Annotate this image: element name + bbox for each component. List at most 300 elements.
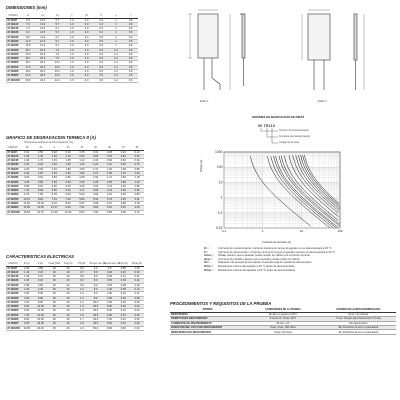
table-cell: 0.6 (123, 52, 138, 56)
table-cell: 0.6 (94, 44, 109, 48)
table-cell: 40 (61, 326, 75, 330)
table-cell: 9.00 (61, 206, 75, 210)
table-cell: 0.6 (94, 57, 109, 61)
table-cell: 6.15 (103, 206, 117, 210)
table-cell: LP 30/220 (6, 171, 19, 175)
table-cell: 3.19 (20, 171, 34, 175)
table-cell: 1.18 (130, 176, 144, 180)
legend-text: Corriente de desconexión: corriente mínima en la que el aparato siempre se desconectará a 20 °C (218, 250, 336, 254)
table-cell: 7.6 (50, 57, 65, 61)
table-cell: 0.52 (130, 154, 144, 158)
table-cell: 4.80 (116, 202, 130, 206)
table-cell: 1.2 (109, 78, 124, 82)
table-cell: Sin formación de arco o quemadura (321, 326, 396, 330)
column-header: Tiempo max. (A) (89, 260, 103, 266)
legend-symbol: Vmax = (204, 254, 214, 258)
table-cell: 1.96 (20, 159, 34, 163)
table-cell: 3.78 (130, 202, 144, 206)
table-cell: LP 30/800 (6, 202, 19, 206)
table-cell: 20.00 (34, 326, 48, 330)
table-cell: 0.01 (116, 322, 130, 326)
table-cell: 2.30 (34, 167, 48, 171)
table-cell: 24.4 (35, 78, 50, 82)
table-cell: 1.6 (65, 31, 80, 35)
table-cell: 12.00 (34, 309, 48, 313)
table-cell: 0.6 (94, 74, 109, 78)
column-header: Pd (W) (75, 260, 89, 266)
table-cell: 0.01 (116, 318, 130, 322)
table-cell: LP 30/700 (6, 313, 19, 317)
table-cell: 0.31 (130, 275, 144, 279)
table-cell: 1.50 (75, 167, 89, 171)
table-cell: 40 (61, 296, 75, 300)
table-cell: 1.2 (109, 65, 124, 69)
table-cell: 6.0 (21, 18, 36, 22)
table-cell: 1.5 (75, 309, 89, 313)
table-cell: 0.6 (123, 78, 138, 82)
table-cell: 0.6 (123, 22, 138, 26)
table-cell: 5.7 (50, 27, 65, 31)
table-cell: 1 (109, 35, 124, 39)
procedures-title: PROCEDIMIENTOS Y REQUISITOS DE LA PRUEBA (170, 301, 272, 306)
legend-text: Corriente de mantenimiento: corriente máxima en la que el aparato no se desconectará a 20 °C (218, 247, 332, 250)
table-cell: 1.2 (109, 52, 124, 56)
column-header: e (109, 12, 124, 18)
table-cell: 0.28 (103, 150, 117, 154)
table-cell: 40 (61, 318, 75, 322)
table-cell: 3.31 (130, 197, 144, 201)
table-cell: 1.40 (103, 287, 117, 291)
table-cell: 5.80 (20, 184, 34, 188)
table-cell: 8.70 (20, 193, 34, 197)
table-cell: 0.80 (34, 266, 48, 270)
table-cell: LP 30/250 (6, 44, 21, 48)
table-cell: 8.0 (89, 275, 103, 279)
table-cell: 3.0 (79, 65, 94, 69)
table-cell: 30 (47, 305, 61, 309)
table-cell: 8.0 (89, 283, 103, 287)
table-cell: 0.6 (123, 48, 138, 52)
table-cell: 30 (47, 296, 61, 300)
table-cell: 0.92 (103, 159, 117, 163)
table-cell: 6.84 (89, 206, 103, 210)
legend-symbol: Pd = (204, 261, 210, 265)
table-cell: LP 30/900 (6, 206, 19, 210)
table-cell: 6.00 (61, 193, 75, 197)
table-cell: 3.00 (116, 189, 130, 193)
table-cell: LP 30/110 (6, 154, 19, 158)
table-cell: 1.6 (65, 57, 80, 61)
table-cell: 30 (47, 266, 61, 270)
figure-label-style-2: Estilo 2 (318, 100, 327, 103)
table-cell: 0.9 (75, 283, 89, 287)
column-header: Vmax (Vdc) (47, 260, 61, 266)
table-cell: 0.01 (116, 313, 130, 317)
table-cell: 20.0 (35, 61, 50, 65)
table-cell: 40 (61, 322, 75, 326)
table-cell: 3.63 (20, 176, 34, 180)
table-cell: LP 30/800 (6, 70, 21, 74)
table-cell: 0.6 (123, 35, 138, 39)
electrical-title: CARACTERISTICAS ELECTRICAS (6, 254, 74, 259)
column-header: Rmax (Ω) (130, 260, 144, 266)
table-cell: LP 30/160 (6, 31, 21, 35)
table-cell: 0.09 (116, 279, 130, 283)
table-cell: 1.80 (61, 167, 75, 171)
table-cell: 8.34 (75, 210, 89, 214)
legend-text: Corriente de pérdida máxima que el aparato puede resistir sin daños (218, 257, 300, 261)
table-cell: 1.40 (34, 154, 48, 158)
table-cell: 6.38 (34, 189, 48, 193)
table-cell: 1.6 (65, 22, 80, 26)
table-cell: En aire en reposo a 20°C (245, 312, 320, 316)
table-cell: 16.00 (34, 318, 48, 322)
table-cell: LP 30/135 (6, 275, 19, 279)
table-cell: 0.3 (94, 18, 109, 22)
table-cell: 6.78 (47, 193, 61, 197)
table-cell: 3.0 (79, 74, 94, 78)
table-cell: 1.03 (89, 159, 103, 163)
table-cell: 0.02 (130, 322, 144, 326)
table-cell: 3.60 (34, 283, 48, 287)
table-cell: 2.50 (61, 176, 75, 180)
table-cell: 3.0 (79, 70, 94, 74)
table-cell: 5.00 (103, 305, 117, 309)
table-cell: 2.70 (34, 275, 48, 279)
table-cell: 1.0 (75, 292, 89, 296)
table-cell: 0.4 (94, 22, 109, 26)
table-cell: 5.7 (50, 31, 65, 35)
parameter-legend (204, 247, 396, 272)
component-drawing-style-1 (180, 6, 280, 98)
table-cell: 0.61 (20, 150, 34, 154)
column-header: L2 (35, 12, 50, 18)
table-cell: 3.0 (79, 31, 94, 35)
table-cell: 40 (61, 287, 75, 291)
table-cell: 0.6 (94, 70, 109, 74)
table-cell: 1.10 (20, 270, 34, 274)
table-cell: 25.0 (89, 305, 103, 309)
table-cell: 10.2 (50, 61, 65, 65)
table-cell: 2.20 (34, 270, 48, 274)
column-header: L3 (50, 12, 65, 18)
column-header: CRITERIO DE ACEPTACION/RECHAZO (321, 308, 396, 312)
column-header: CODIGO (6, 260, 20, 266)
table-cell: 2.61 (20, 167, 34, 171)
table-cell: 0.30 (103, 270, 117, 274)
table-cell: 0.08 (130, 296, 144, 300)
table-cell: 15.3 (35, 57, 50, 61)
column-header: It (A) (34, 260, 48, 266)
column-header: 60 (103, 144, 117, 150)
table-cell: 0.6 (123, 61, 138, 65)
table-cell: 0.03 (130, 309, 144, 313)
table-cell: LP 30/180 (6, 283, 19, 287)
table-cell: 0.31 (89, 150, 103, 154)
table-cell: 8.0 (89, 270, 103, 274)
legend-text: Resistencia máxima del aparato a 20 °C antes de desconectarse (218, 268, 296, 272)
table-cell: 3.34 (75, 184, 89, 188)
table-cell: 0.56 (34, 150, 48, 154)
table-cell: 5.00 (75, 193, 89, 197)
table-cell: 11.5 (35, 31, 50, 35)
table-cell: 5.7 (50, 22, 65, 26)
table-cell: 1.6 (65, 44, 80, 48)
table-cell: 0.75 (103, 154, 117, 158)
table-cell: 2.20 (20, 287, 34, 291)
table-cell: 3.42 (103, 189, 117, 193)
table-cell: 0.04 (116, 292, 130, 296)
y-tick-label: 0.01 (215, 226, 223, 230)
table-cell: LP 30/250 (6, 292, 19, 296)
table-cell: T max. Tiempo para desconexión (Tmax) (321, 317, 396, 321)
table-cell: 3.39 (47, 180, 61, 184)
table-cell: 1.6 (65, 39, 80, 43)
column-header: 20 (61, 144, 75, 150)
table-cell: 11.5 (35, 35, 50, 39)
table-cell: 0.8 (75, 275, 89, 279)
electrical-table (6, 260, 144, 331)
table-cell: 40 (61, 305, 75, 309)
column-header: PRUEBA (170, 308, 245, 312)
table-cell: 3.00 (103, 300, 117, 304)
y-tick-label: 10 (218, 180, 223, 185)
table-row (170, 330, 396, 334)
dimensions-table-wrap (6, 12, 138, 83)
table-cell: 1.6 (75, 313, 89, 317)
table-cell: 0.9 (75, 279, 89, 283)
table-cell: 2.73 (103, 184, 117, 188)
table-cell: 10.2 (50, 74, 65, 78)
column-header: Ih (A) (20, 260, 34, 266)
x-tick-label: 10 (299, 229, 304, 233)
table-cell: LP 30/40 (6, 266, 20, 270)
table-cell: 1.23 (103, 167, 117, 171)
table-cell: LP 30/300 (6, 180, 19, 184)
table-cell: 1.12 (75, 159, 89, 163)
table-cell: 1.2 (109, 61, 124, 65)
table-cell: 8.0 (89, 279, 103, 283)
table-cell: 4.17 (75, 189, 89, 193)
table-cell: 2.32 (20, 163, 34, 167)
table-cell: 0.6 (123, 74, 138, 78)
table-cell: 1.35 (20, 275, 34, 279)
table-cell: LP 30/500 (6, 57, 21, 61)
column-header: 70 (116, 144, 130, 150)
table-cell: 1.2 (109, 57, 124, 61)
table-cell: 1.67 (89, 171, 103, 175)
table-cell: 0.50 (103, 279, 117, 283)
table-cell: 1.0 (75, 287, 89, 291)
legend-text: Voltaje máximo que el aparato puede resistir sin daños a la corriente nominal (218, 254, 310, 258)
table-cell: 0.40 (61, 150, 75, 154)
table-cell: 2.0 (89, 266, 103, 270)
x-tick-label: 1 (261, 229, 264, 233)
table-cell: 0.05 (116, 287, 130, 291)
column-header: Rmin (Ω) (116, 260, 130, 266)
table-cell: 4.40 (34, 287, 48, 291)
y-tick-label: 1000 (214, 150, 223, 154)
table-cell: 7.6 (50, 48, 65, 52)
table-cell: 1.2 (109, 74, 124, 78)
marking-code: 30 TR110 (258, 124, 276, 128)
table-cell: LP 30/40 (6, 18, 21, 22)
table-cell: 5.30 (103, 309, 117, 313)
table-cell: 0.40 (103, 275, 117, 279)
component-drawing-style-2 (292, 6, 392, 98)
table-cell: 20.0 (89, 300, 103, 304)
table-cell: 7.0 (21, 27, 36, 31)
electrical-table-wrap (6, 260, 144, 331)
table-cell: 6.08 (89, 202, 103, 206)
table-cell: 1.6 (65, 18, 80, 22)
table-cell: 0.40 (20, 266, 34, 270)
table-cell: 5.7 (50, 39, 65, 43)
table-cell: 0.22 (130, 279, 144, 283)
table-cell: 9.00 (20, 322, 34, 326)
table-cell: 30 (47, 275, 61, 279)
table-cell: 0.84 (89, 154, 103, 158)
table-row (6, 326, 144, 330)
table-cell: 40 (61, 275, 75, 279)
table-cell: 3.20 (34, 279, 48, 283)
table-cell: 5.10 (34, 184, 48, 188)
table-cell: LP 30/800 (6, 318, 19, 322)
table-cell: 5.00 (34, 292, 48, 296)
table-cell: LP 30/110 (6, 22, 21, 26)
table-cell: 10.00 (61, 210, 75, 214)
table-cell: 0.02 (130, 318, 144, 322)
table-cell: 4.10 (103, 193, 117, 197)
table-cell: 1.2 (75, 300, 89, 304)
table-cell: LP 30/1000 (6, 326, 20, 330)
column-header: W (79, 12, 94, 18)
legend-text: Disipación de energía típica cuando el aparato está en estado de desconexión (218, 261, 312, 265)
table-cell: 1.90 (89, 176, 103, 180)
figure-label-style-1: Estilo 1 (200, 100, 209, 103)
table-cell: 0.81 (116, 159, 130, 163)
table-cell: 0.6 (75, 266, 89, 270)
table-cell: 3.0 (79, 61, 94, 65)
table-cell: 7.6 (50, 52, 65, 56)
table-cell: 1.6 (65, 61, 80, 65)
table-cell: 8.0 (89, 296, 103, 300)
table-cell: 0.4 (94, 31, 109, 35)
table-cell: 8.0 (89, 292, 103, 296)
table-cell: 1.6 (65, 52, 80, 56)
table-cell: 6.00 (34, 296, 48, 300)
table-cell: LP 30/500 (6, 305, 19, 309)
table-cell: 6.00 (20, 309, 34, 313)
table-cell: 2.04 (47, 167, 61, 171)
table-cell: 1.83 (75, 171, 89, 175)
table-cell: 2.83 (130, 193, 144, 197)
table-cell: 6.00 (103, 313, 117, 317)
table-cell: 9.00 (103, 326, 117, 330)
table-cell: 14.50 (20, 210, 34, 214)
table-cell: Sin formación de arco o quemadura (321, 330, 396, 334)
table-cell: 1.89 (130, 184, 144, 188)
table-cell: 1.8 (75, 322, 89, 326)
table-cell: 4.25 (130, 206, 144, 210)
table-cell: 5.32 (89, 197, 103, 201)
table-cell: 1.6 (65, 74, 80, 78)
table-cell: 0.02 (116, 300, 130, 304)
table-cell: LP 30/900 (6, 74, 21, 78)
table-cell: 1.37 (89, 167, 103, 171)
table-cell: 0.01 (116, 309, 130, 313)
table-cell: 1.72 (34, 159, 48, 163)
marking-label-series: Codigo de la serie (279, 141, 300, 144)
column-header: 85 (130, 144, 144, 150)
table-row (6, 210, 144, 214)
table-cell: 0.6 (123, 18, 138, 22)
table-cell: 1.53 (47, 159, 61, 163)
table-cell: 6.00 (116, 210, 130, 214)
table-cell: LP 30/180 (6, 35, 21, 39)
table-cell: 10.7 (21, 35, 36, 39)
table-cell: 0.5 (94, 39, 109, 43)
table-cell: 3.0 (79, 39, 94, 43)
table-cell: LP 30/900 (6, 322, 19, 326)
table-cell: 30 (47, 287, 61, 291)
chart-xlabel: Corriente de prensión (A) (262, 241, 292, 244)
table-cell: 10.2 (50, 65, 65, 69)
table-cell: 4.35 (20, 180, 34, 184)
table-cell: LP 30/300 (6, 48, 21, 52)
derating-table-wrap (6, 144, 144, 215)
table-cell: 7.00 (20, 313, 34, 317)
table-cell: RESISTENCIA (170, 312, 245, 316)
derating-title: GRAFICO DE DEGRADACION TERMICA It (A) (6, 135, 96, 140)
table-cell: 0.40 (130, 270, 144, 274)
table-cell: 1.2 (109, 48, 124, 52)
table-cell: 2.81 (34, 171, 48, 175)
table-cell: 30.0 (89, 309, 103, 313)
table-cell: 2.83 (47, 176, 61, 180)
table-cell: LP 30/180 (6, 167, 19, 171)
table-cell: 1 (109, 31, 124, 35)
table-cell: 9.04 (47, 202, 61, 206)
table-cell: 15.3 (35, 48, 50, 52)
table-cell: 30 (47, 322, 61, 326)
table-cell: 2.28 (89, 180, 103, 184)
table-cell: 5.7 (50, 35, 65, 39)
table-cell: 0.04 (130, 305, 144, 309)
table-cell: 0.02 (130, 326, 144, 330)
table-cell: 0.6 (123, 65, 138, 69)
table-cell: 4.00 (61, 184, 75, 188)
table-cell: 2.00 (103, 292, 117, 296)
table-cell: 0.6 (94, 52, 109, 56)
table-cell: 2.49 (47, 171, 61, 175)
table-row (6, 78, 138, 82)
table-cell: 1.6 (65, 70, 80, 74)
table-cell: 3.00 (20, 296, 34, 300)
table-cell: 40 (61, 300, 75, 304)
table-cell: 2.50 (20, 292, 34, 296)
table-cell: 8.00 (20, 318, 34, 322)
table-cell: 40 (61, 279, 75, 283)
table-cell: 1.81 (47, 163, 61, 167)
table-cell: 1.6 (65, 48, 80, 52)
table-cell: Vmax, 24 horas (245, 330, 320, 334)
table-cell: 0.05 (130, 300, 144, 304)
table-cell: 0.85 (116, 266, 130, 270)
table-cell: 6.84 (103, 210, 117, 214)
table-cell: 3.83 (34, 180, 48, 184)
table-cell: TIEMPO PARA DESCONEXION (170, 317, 245, 321)
